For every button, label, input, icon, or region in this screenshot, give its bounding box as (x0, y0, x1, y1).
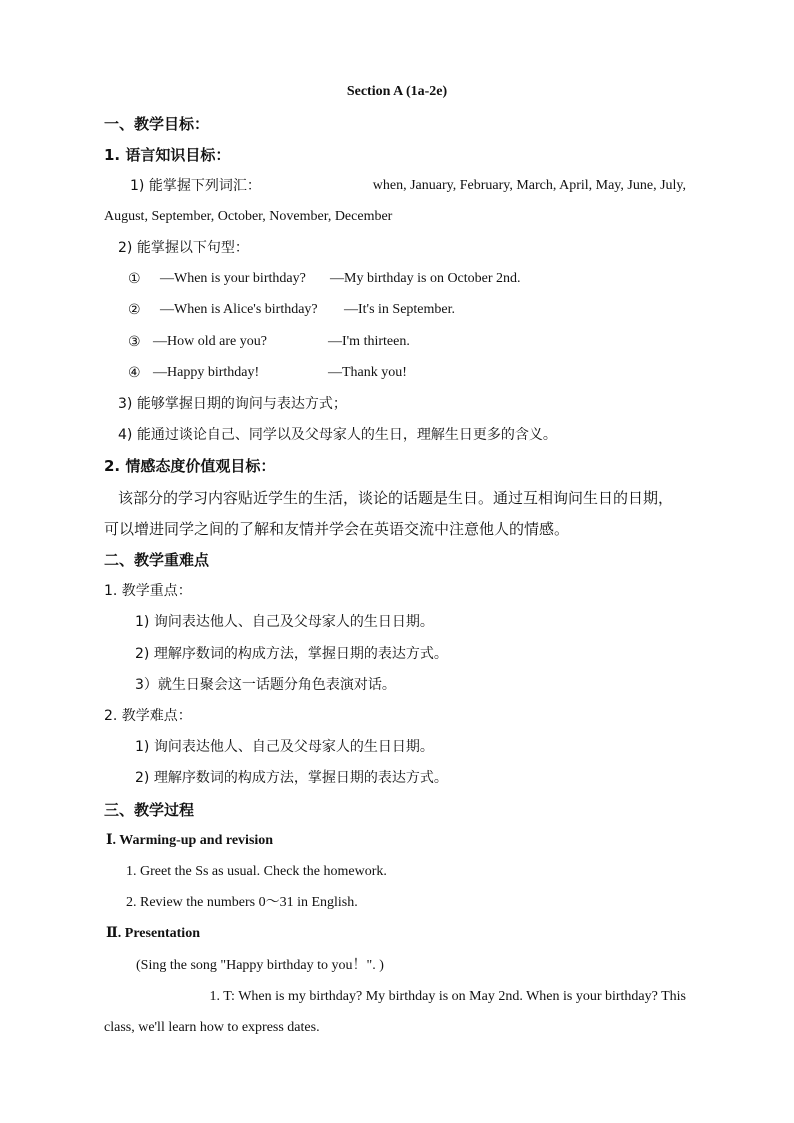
objective-item-3: 3) 能够掌握日期的询问与表达方式； (118, 396, 347, 412)
vocab-words-line-1: when, January, February, March, April, May, June, July, (372, 178, 686, 193)
key-point-item: 1) 询问表达他人、自己及父母家人的生日日期。 (135, 614, 434, 630)
sentence-number: ③ (128, 334, 141, 350)
step-warming-up-title: Ⅰ. Warming-up and revision (106, 833, 274, 848)
key-point-item: 2) 理解序数词的构成方法，掌握日期的表达方式。 (135, 646, 448, 662)
presentation-song-note: (Sing the song "Happy birthday to you！". ) (136, 958, 384, 973)
sentence-answer: —Thank you! (328, 365, 407, 380)
objective-item-4: 4) 能通过谈论自己、同学以及父母家人的生日，理解生日更多的含义。 (118, 427, 557, 443)
difficult-point-item: 2) 理解序数词的构成方法，掌握日期的表达方式。 (135, 770, 448, 786)
sentence-answer: —It's in September. (344, 302, 456, 317)
sentence-answer: —I'm thirteen. (328, 334, 410, 349)
difficult-points-label: 2. 教学难点： (104, 708, 192, 724)
key-point-item: 3）就生日聚会这一话题分角色表演对话。 (135, 677, 396, 693)
heading-teaching-process: 三、教学过程 (104, 801, 195, 819)
heading-key-difficult-points: 二、教学重难点 (104, 551, 210, 569)
key-points-label: 1. 教学重点： (104, 583, 192, 599)
presentation-item-1-line-1: 1. T: When is my birthday? My birthday is on May 2nd. When is your birthday? This (209, 989, 686, 1004)
emotion-paragraph-line-2: 可以增进同学之间的了解和友情并学会在英语交流中注意他人的情感。 (104, 520, 570, 538)
subheading-emotional-values: 2. 情感态度价值观目标： (104, 457, 276, 475)
heading-teaching-objectives: 一、教学目标： (104, 115, 210, 133)
emotion-paragraph-line-1: 该部分的学习内容贴近学生的生活，谈论的话题是生日。通过互相询问生日的日期， (118, 489, 674, 507)
sentence-question: —How old are you? (153, 334, 267, 349)
section-title: Section A (1a-2e) (346, 84, 448, 99)
sentence-question: —When is Alice's birthday? (160, 302, 318, 317)
sentence-question: —When is your birthday? (160, 271, 306, 286)
subheading-language-knowledge: 1. 语言知识目标： (104, 146, 231, 164)
sentence-number: ④ (128, 365, 141, 381)
warming-up-item: 2. Review the numbers 0～31 in English. (126, 895, 358, 910)
sentence-answer: —My birthday is on October 2nd. (330, 271, 521, 286)
sentence-number: ① (128, 271, 141, 287)
sentence-number: ② (128, 302, 141, 318)
vocab-words-line-2: August, September, October, November, December (104, 209, 393, 224)
presentation-item-1-line-2: class, we'll learn how to express dates. (104, 1020, 320, 1035)
warming-up-item: 1. Greet the Ss as usual. Check the homework. (126, 864, 387, 879)
sentence-patterns-label: 2) 能掌握以下句型： (118, 240, 249, 256)
step-presentation-title: Ⅱ. Presentation (106, 926, 200, 941)
sentence-question: —Happy birthday! (153, 365, 260, 380)
difficult-point-item: 1) 询问表达他人、自己及父母家人的生日日期。 (135, 739, 434, 755)
vocab-label: 1) 能掌握下列词汇： (130, 178, 261, 194)
